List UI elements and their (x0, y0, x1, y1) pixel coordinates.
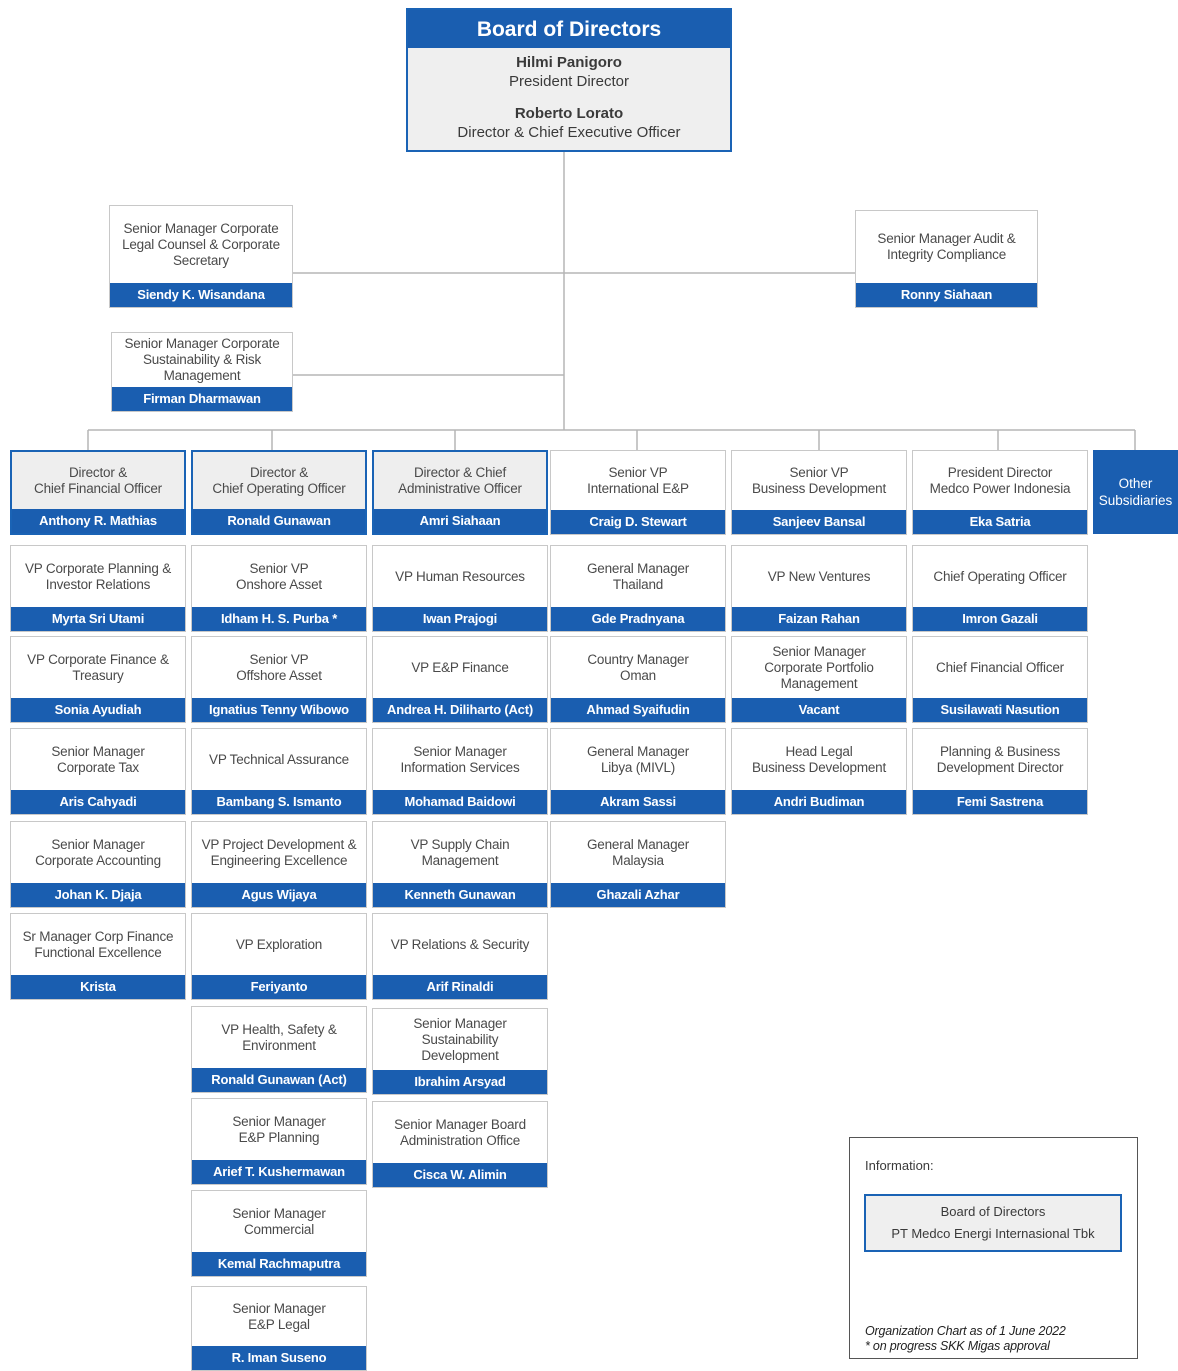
department-head-box (10, 450, 186, 535)
position-title: VP Corporate Planning & Investor Relations (25, 560, 171, 592)
staff-box-sustainability (111, 332, 293, 412)
other-subsidiaries-box: Other Subsidiaries (1093, 450, 1178, 534)
person-name: Andri Budiman (732, 790, 906, 814)
position-title: Director & Chief Financial Officer (34, 464, 162, 496)
board-title: Board of Directors (408, 10, 730, 48)
person-name: Ronny Siahaan (856, 283, 1037, 307)
position-title: VP Human Resources (395, 568, 525, 584)
person-name: Firman Dharmawan (112, 387, 292, 411)
position-box (191, 1098, 367, 1185)
position-box (912, 545, 1088, 632)
person-name: Feriyanto (192, 975, 366, 999)
person-name: Mohamad Baidowi (373, 790, 547, 814)
position-title: Senior Manager Corporate Portfolio Management (764, 643, 874, 691)
position-title: VP Project Development & Engineering Excellence (201, 836, 357, 868)
position-box (372, 728, 548, 815)
person-name: Aris Cahyadi (11, 790, 185, 814)
information-legend (849, 1137, 1138, 1359)
person-name: Krista (11, 975, 185, 999)
position-title: VP Health, Safety & Environment (221, 1021, 337, 1053)
position-box (550, 636, 726, 723)
position-title: VP E&P Finance (411, 659, 509, 675)
position-box (10, 545, 186, 632)
position-title: Senior Manager Sustainability Development (413, 1015, 507, 1063)
position-title: VP New Ventures (767, 568, 871, 584)
position-box (372, 821, 548, 908)
position-title: Country Manager Oman (587, 651, 689, 683)
position-title: Chief Operating Officer (933, 568, 1067, 584)
position-box (191, 1286, 367, 1371)
position-title: Senior VP International E&P (587, 464, 689, 496)
person-name: Cisca W. Alimin (373, 1163, 547, 1187)
person-name: Eka Satria (913, 510, 1087, 534)
legend-footnote (865, 1324, 1066, 1354)
position-title: General Manager Malaysia (586, 836, 690, 868)
position-title: Senior Manager Information Services (400, 743, 520, 775)
position-title: Chief Financial Officer (936, 659, 1064, 675)
legend-sample-box (864, 1194, 1122, 1252)
position-title: Senior Manager Corporate Tax (51, 743, 145, 775)
position-box (10, 913, 186, 1000)
legend-label: Information: (865, 1158, 934, 1173)
person-name: Ahmad Syaifudin (551, 698, 725, 722)
position-box (191, 821, 367, 908)
position-title: Senior Manager Commercial (232, 1205, 326, 1237)
position-box (912, 636, 1088, 723)
position-box (731, 636, 907, 723)
person-name: Amri Siahaan (374, 509, 546, 533)
position-box (550, 821, 726, 908)
department-head-box (191, 450, 367, 535)
position-box (372, 1008, 548, 1095)
person-name: Akram Sassi (551, 790, 725, 814)
person-name: Craig D. Stewart (551, 510, 725, 534)
person-name: Faizan Rahan (732, 607, 906, 631)
position-title: Director & Chief Operating Officer (212, 464, 346, 496)
position-box (191, 728, 367, 815)
position-title: Planning & Business Development Director (936, 743, 1064, 775)
position-title: Senior Manager E&P Legal (232, 1300, 326, 1332)
department-head-box (731, 450, 907, 535)
position-box (372, 1101, 548, 1188)
position-box (372, 636, 548, 723)
person-name: Kenneth Gunawan (373, 883, 547, 907)
position-box (731, 545, 907, 632)
board-of-directors-box (406, 8, 732, 152)
position-title: VP Technical Assurance (209, 751, 349, 767)
position-title: General Manager Libya (MIVL) (586, 743, 690, 775)
position-box (191, 1190, 367, 1277)
position-title: President Director Medco Power Indonesia (929, 464, 1071, 496)
position-title: VP Exploration (235, 936, 323, 952)
position-title: Senior Manager Corporate Accounting (35, 836, 161, 868)
position-box (191, 545, 367, 632)
approval-note: * on progress SKK Migas approval (865, 1339, 1050, 1353)
position-title: Senior Manager Corporate Legal Counsel & Corporate Secretary (122, 220, 280, 268)
person-name: Sonia Ayudiah (11, 698, 185, 722)
person-name: Agus Wijaya (192, 883, 366, 907)
person-name: Vacant (732, 698, 906, 722)
president-director-title: President Director (508, 73, 630, 90)
person-name: Arief T. Kushermawan (192, 1160, 366, 1184)
position-box (10, 821, 186, 908)
person-name: Femi Sastrena (913, 790, 1087, 814)
staff-box-legal (109, 205, 293, 308)
position-title: VP Supply Chain Management (410, 836, 510, 868)
department-head-box (372, 450, 548, 535)
position-title: Senior VP Onshore Asset (236, 560, 322, 592)
chart-date-note: Organization Chart as of 1 June 2022 (865, 1324, 1066, 1338)
position-title: Senior VP Business Development (751, 464, 887, 496)
person-name: Johan K. Djaja (11, 883, 185, 907)
person-name: Ronald Gunawan (193, 509, 365, 533)
person-name: Arif Rinaldi (373, 975, 547, 999)
position-box (912, 728, 1088, 815)
department-head-box (912, 450, 1088, 535)
president-director-name: Hilmi Panigoro (516, 54, 622, 71)
position-box (550, 728, 726, 815)
person-name: Kemal Rachmaputra (192, 1252, 366, 1276)
position-title: Director & Chief Administrative Officer (398, 464, 522, 496)
staff-box-audit (855, 210, 1038, 308)
legend-sample-line1: Board of Directors (940, 1204, 1046, 1219)
position-title: General Manager Thailand (586, 560, 690, 592)
position-box (191, 1006, 367, 1093)
person-name: Siendy K. Wisandana (110, 283, 292, 307)
position-title: VP Corporate Finance & Treasury (27, 651, 169, 683)
legend-sample-line2: PT Medco Energi Internasional Tbk (891, 1226, 1095, 1241)
position-title: Head Legal Business Development (751, 743, 887, 775)
person-name: Bambang S. Ismanto (192, 790, 366, 814)
person-name: Ignatius Tenny Wibowo (192, 698, 366, 722)
ceo-title: Director & Chief Executive Officer (457, 124, 681, 141)
person-name: Susilawati Nasution (913, 698, 1087, 722)
position-title: Senior Manager Audit & Integrity Compliance (877, 231, 1016, 262)
ceo-name: Roberto Lorato (514, 105, 624, 122)
position-box (191, 636, 367, 723)
position-box (372, 913, 548, 1000)
position-title: Senior VP Offshore Asset (236, 651, 322, 683)
position-title: Sr Manager Corp Finance Functional Excellence (22, 928, 174, 960)
person-name: Iwan Prajogi (373, 607, 547, 631)
department-head-box (550, 450, 726, 535)
position-box (550, 545, 726, 632)
person-name: Imron Gazali (913, 607, 1087, 631)
position-box (10, 728, 186, 815)
position-title: Senior Manager Corporate Sustainability & Risk Management (124, 336, 280, 383)
person-name: Ghazali Azhar (551, 883, 725, 907)
person-name: Ronald Gunawan (Act) (192, 1068, 366, 1092)
position-box (191, 913, 367, 1000)
person-name: Ibrahim Arsyad (373, 1070, 547, 1094)
position-box (731, 728, 907, 815)
person-name: R. Iman Suseno (192, 1346, 366, 1370)
person-name: Sanjeev Bansal (732, 510, 906, 534)
person-name: Idham H. S. Purba * (192, 607, 366, 631)
position-box (10, 636, 186, 723)
person-name: Myrta Sri Utami (11, 607, 185, 631)
person-name: Gde Pradnyana (551, 607, 725, 631)
position-title: Senior Manager E&P Planning (232, 1113, 326, 1145)
position-title: Senior Manager Board Administration Office (394, 1116, 526, 1148)
position-title: VP Relations & Security (390, 936, 530, 952)
person-name: Andrea H. Diliharto (Act) (373, 698, 547, 722)
person-name: Anthony R. Mathias (12, 509, 184, 533)
position-box (372, 545, 548, 632)
